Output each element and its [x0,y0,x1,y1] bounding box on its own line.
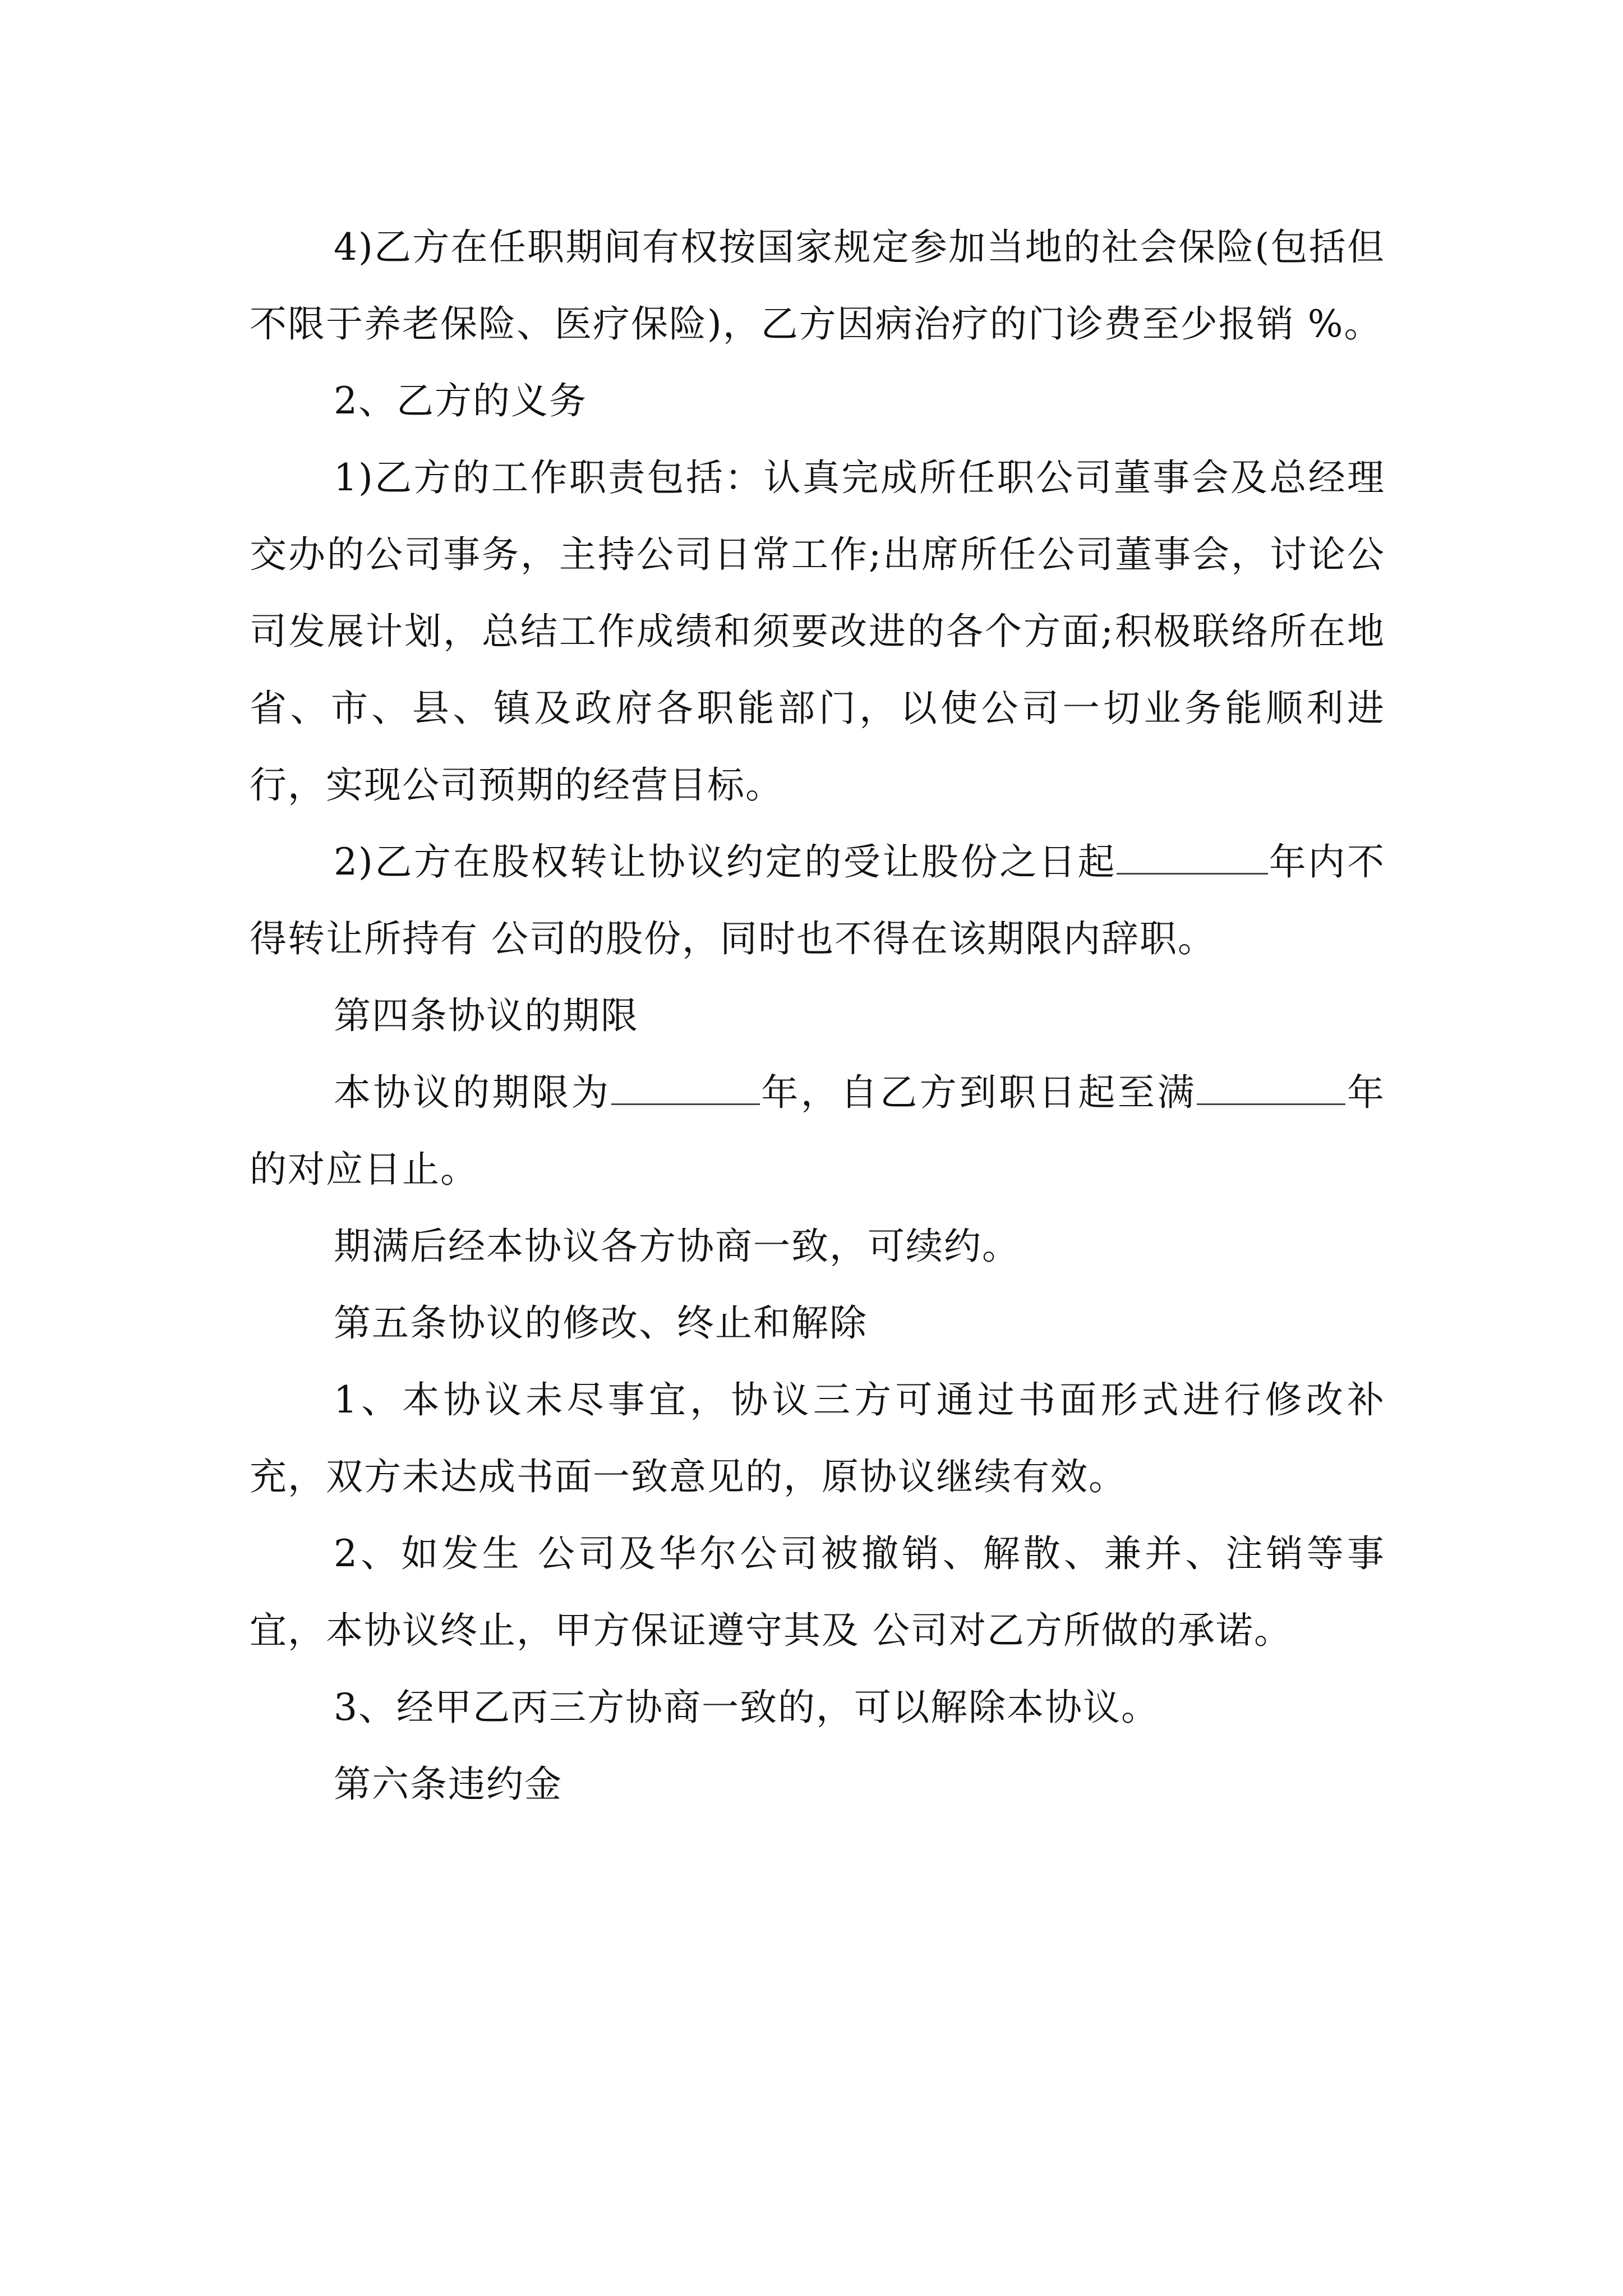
paragraph-agreement-term-part1: 本协议的期限为 [334,1071,611,1114]
paragraph-amendment: 1、本协议未尽事宜，协议三方可通过书面形式进行修改补充，双方未达成书面一致意见的，原协议继续有效。 [250,1378,1385,1498]
paragraph-agreement-term-part2: 年，自乙方到职日起至满 [759,1071,1197,1114]
blank-field-years-lockup[interactable] [1117,850,1268,875]
blank-field-term-end-years[interactable] [1197,1081,1345,1105]
paragraph-dissolution: 3、经甲乙丙三方协商一致的，可以解除本协议。 [334,1686,1159,1729]
paragraph-agreement-term [250,1054,1385,1208]
heading-article-5: 第五条协议的修改、终止和解除 [334,1301,868,1345]
paragraph-agreement-term-part3: 年的对应日止。 [250,1071,1386,1191]
heading-article-4: 第四条协议的期限 [334,994,639,1037]
paragraph-social-insurance: 4)乙方在任职期间有权按国家规定参加当地的社会保险(包括但不限于养老保险、医疗保险)，乙方因病治疗的门诊费至少报销 %。 [250,226,1385,346]
paragraph-termination: 2、如发生 公司及华尔公司被撤销、解散、兼并、注销等事宜，本协议终止，甲方保证遵守其及 公司对乙方所做的承诺。 [250,1532,1385,1652]
paragraph-share-lockup-part2: 年内不得转让所持有 公司的股份，同时也不得在该期限内辞职。 [250,840,1385,960]
paragraph-renewal: 期满后经本协议各方协商一致，可续约。 [334,1225,1020,1268]
paragraph-share-lockup-part1: 2)乙方在股权转让协议约定的受让股份之日起 [334,840,1117,884]
blank-field-term-years[interactable] [611,1081,760,1105]
paragraph-job-duties: 1)乙方的工作职责包括：认真完成所任职公司董事会及总经理交办的公司事务，主持公司日常工作;出席所任公司董事会，讨论公司发展计划，总结工作成绩和须要改进的各个方面;积极联络所在地省、市、县、镇及政府各职能部门，以使公司一切业务能顺利进行，实现公司预期的经营目标。 [250,456,1385,807]
heading-party-b-obligations: 2、乙方的义务 [334,379,587,422]
document-body [250,209,1385,1823]
paragraph-share-lockup [250,823,1385,977]
heading-article-6: 第六条违约金 [334,1763,562,1806]
